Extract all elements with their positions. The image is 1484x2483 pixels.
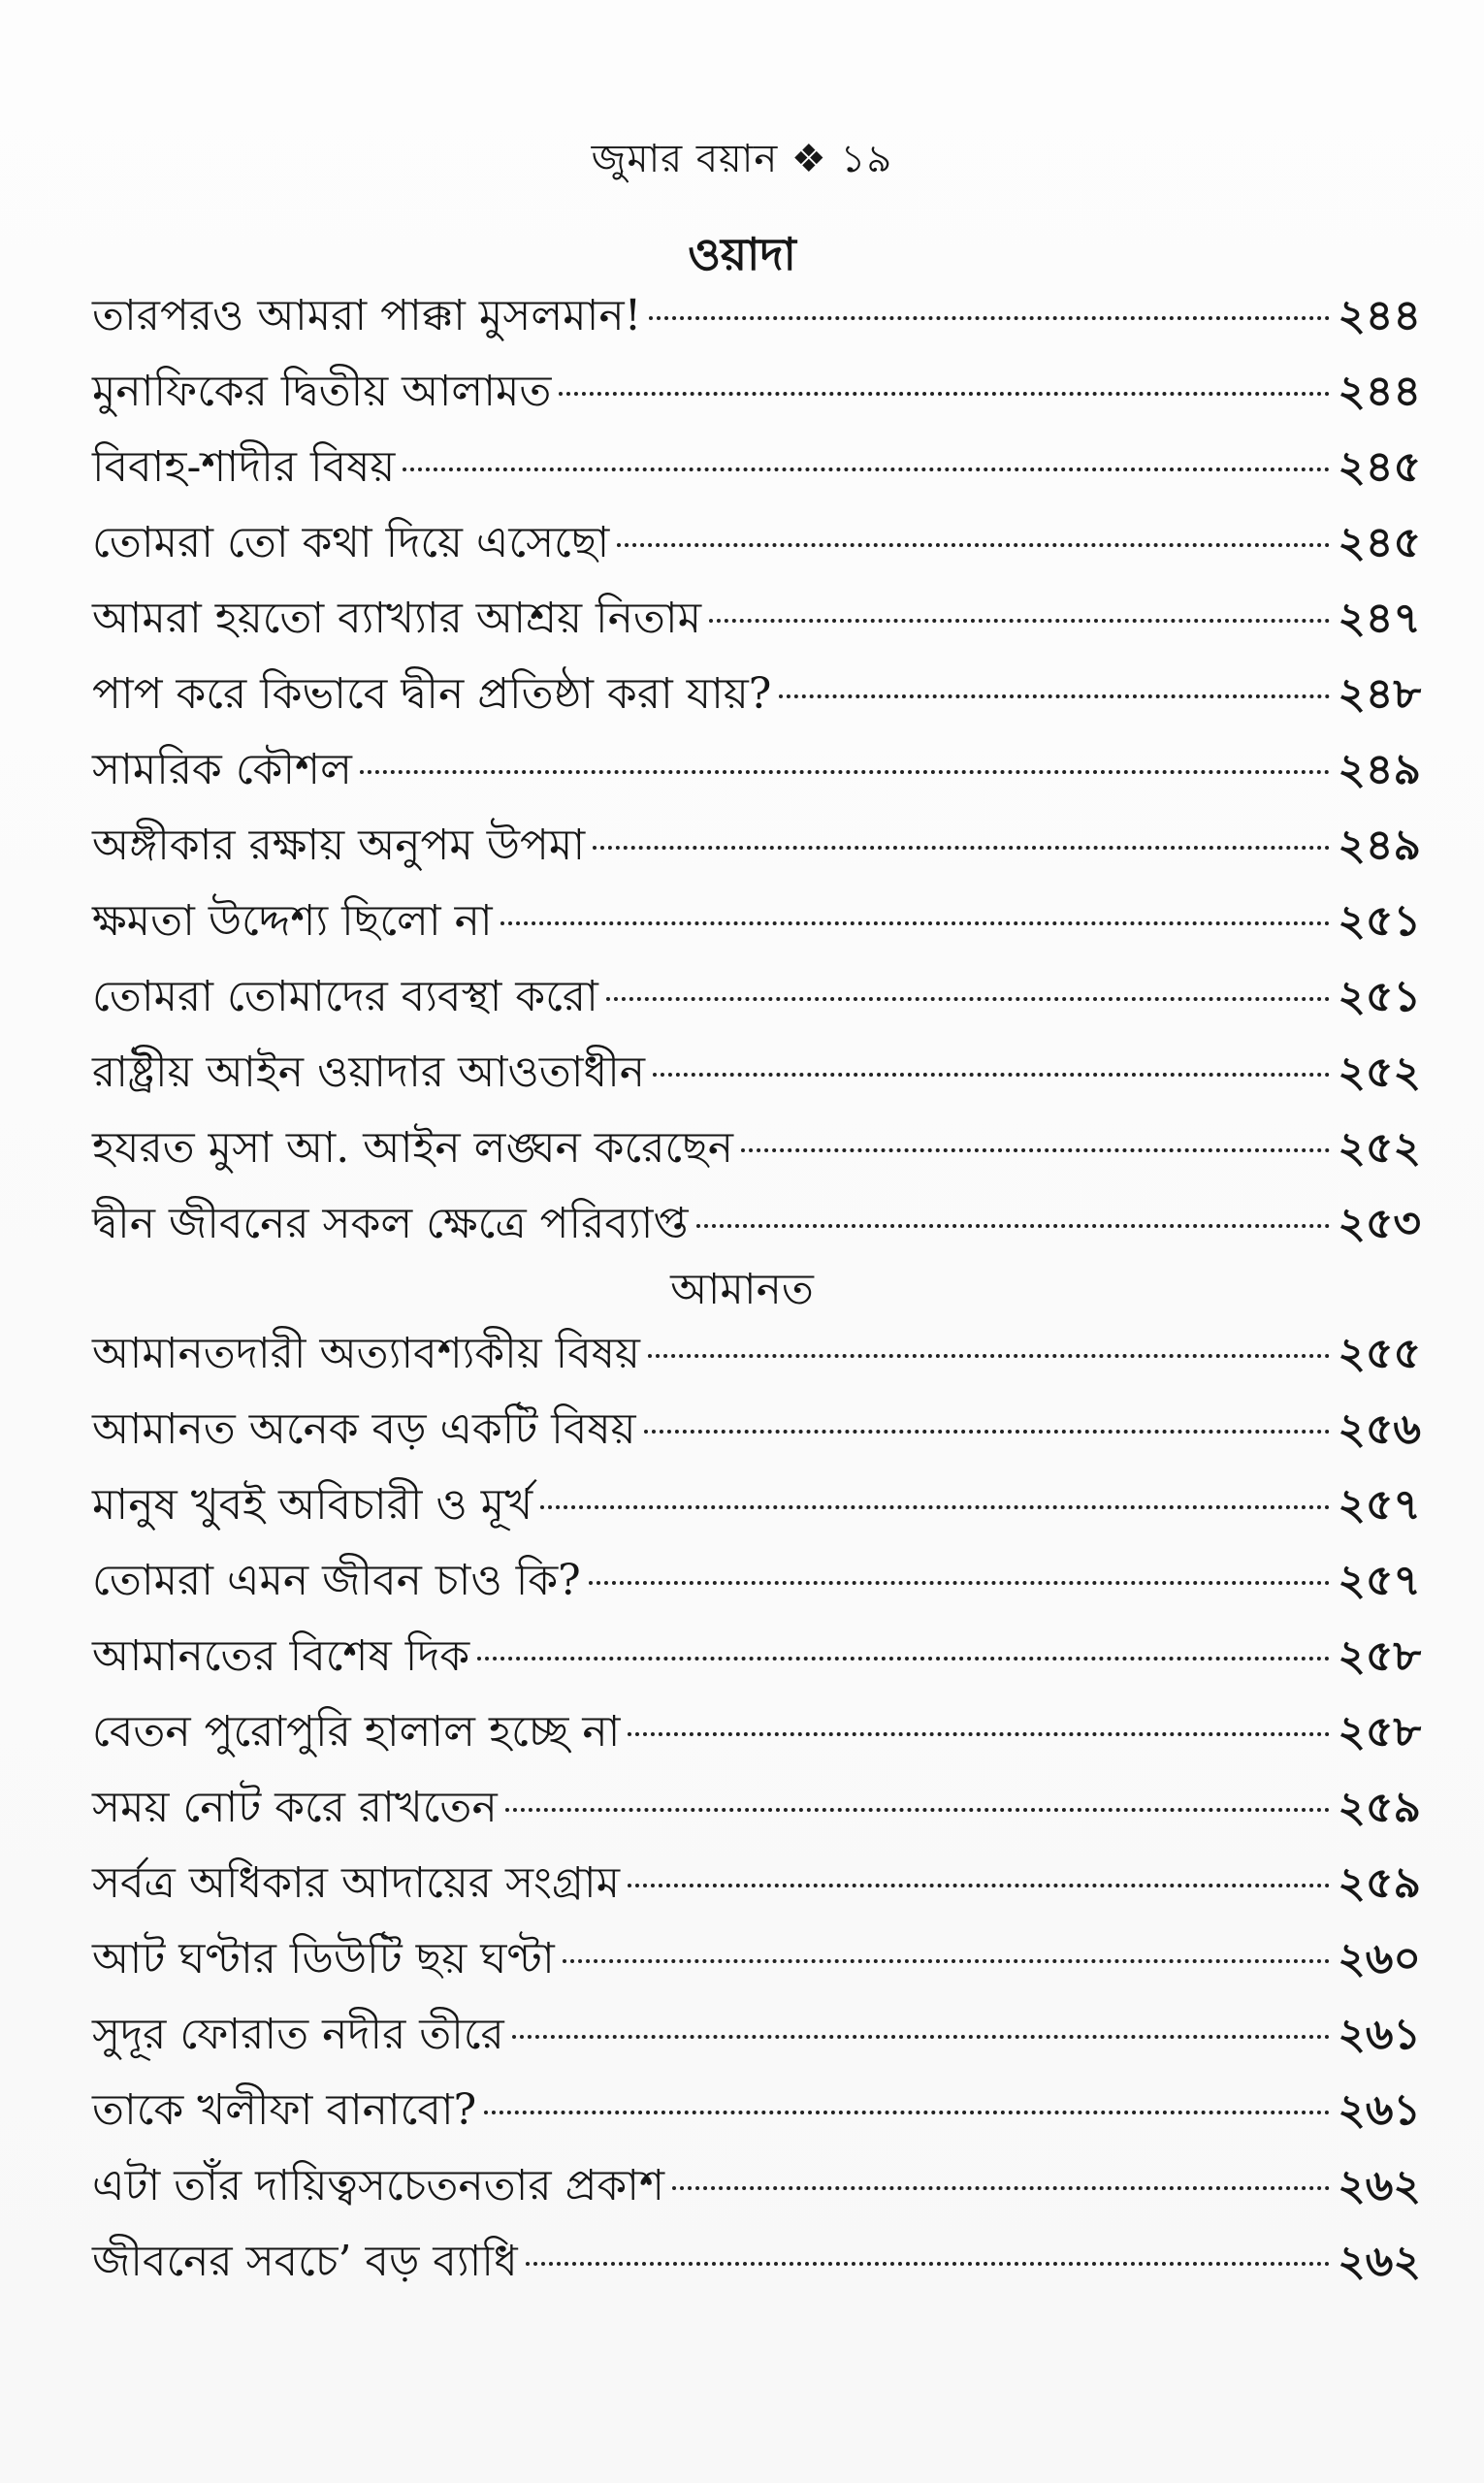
dot-leader [644, 1430, 1331, 1434]
entry-title: আমানতের বিশেষ দিক [92, 1631, 470, 1681]
dot-leader [559, 392, 1330, 396]
dot-leader [403, 468, 1330, 471]
entry-page-number: ২৫২ [1338, 1048, 1421, 1097]
dot-leader [589, 1581, 1331, 1585]
dot-leader [484, 2111, 1330, 2114]
entry-title: আমরা হয়তো ব্যাখ্যার আশ্রয় নিতাম [92, 594, 702, 643]
entry-title: বিবাহ-শাদীর বিষয় [92, 442, 396, 492]
toc-entry[interactable] [92, 1115, 1421, 1191]
running-head: জুমার বয়ান ❖ ১৯ [591, 137, 893, 181]
entry-page-number: ২৪৭ [1338, 594, 1421, 643]
toc-entry[interactable] [92, 1548, 1421, 1624]
section-heading-wada: ওয়াদা [688, 228, 796, 280]
entry-page-number: ২৪৪ [1338, 291, 1421, 340]
entry-title: সর্বত্র অধিকার আদায়ের সংগ্রাম [92, 1858, 621, 1908]
dot-leader [526, 2262, 1331, 2266]
dot-leader [512, 2035, 1330, 2039]
entry-page-number: ২৪৫ [1338, 442, 1421, 492]
dot-leader [741, 1148, 1330, 1152]
entry-page-number: ২৪৮ [1338, 669, 1421, 719]
entry-title: দ্বীন জীবনের সকল ক্ষেত্রে পরিব্যাপ্ত [92, 1199, 689, 1248]
entry-page-number: ২৪৯ [1338, 745, 1421, 794]
entry-page-number: ২৫৭ [1338, 1480, 1421, 1530]
toc-entry[interactable] [92, 888, 1421, 964]
toc-entry[interactable] [92, 2153, 1421, 2229]
dot-leader [628, 1732, 1330, 1736]
toc-entry[interactable] [92, 737, 1421, 813]
toc-entry[interactable] [92, 2078, 1421, 2153]
entry-title: পাপ করে কিভাবে দ্বীন প্রতিষ্ঠা করা যায়? [92, 669, 772, 719]
dot-leader [672, 2186, 1330, 2190]
entry-page-number: ২৫৫ [1338, 1329, 1421, 1378]
toc-entry[interactable] [92, 2229, 1421, 2305]
toc-entry[interactable] [92, 1775, 1421, 1851]
entry-title: সময় নোট করে রাখতেন [92, 1783, 498, 1832]
entry-title: অঙ্গীকার রক্ষায় অনুপম উপমা [92, 821, 586, 870]
toc-entry[interactable] [92, 1321, 1421, 1397]
entry-title: মুনাফিকের দ্বিতীয় আলামত [92, 367, 552, 416]
entry-page-number: ২৬২ [1338, 2237, 1421, 2286]
dot-leader [360, 770, 1330, 774]
entry-page-number: ২৫৩ [1338, 1199, 1421, 1248]
entry-page-number: ২৫৭ [1338, 1556, 1421, 1605]
entry-page-number: ২৫১ [1338, 972, 1421, 1021]
dot-leader [709, 619, 1330, 623]
toc-entry[interactable] [92, 1851, 1421, 1926]
toc-entry[interactable] [92, 435, 1421, 510]
entry-page-number: ২৬১ [1338, 2085, 1421, 2135]
dot-leader [563, 1959, 1330, 1963]
entry-page-number: ২৪৯ [1338, 821, 1421, 870]
dot-leader [779, 694, 1330, 698]
entry-page-number: ২৬০ [1338, 1934, 1421, 1983]
dot-leader [628, 1884, 1330, 1887]
entry-page-number: ২৫৯ [1338, 1783, 1421, 1832]
entry-title: তোমরা এমন জীবন চাও কি? [92, 1556, 581, 1605]
dot-leader [606, 997, 1330, 1001]
toc-entry[interactable] [92, 1191, 1421, 1267]
toc-entry[interactable] [92, 2002, 1421, 2078]
toc-entry[interactable] [92, 586, 1421, 661]
dot-leader [505, 1808, 1331, 1812]
toc-list-amanat [92, 1321, 1421, 2305]
entry-title: এটা তাঁর দায়িত্বসচেতনতার প্রকাশ [92, 2161, 664, 2210]
entry-page-number: ২৫৬ [1338, 1404, 1421, 1454]
entry-page-number: ২৪৫ [1338, 518, 1421, 567]
dot-leader [696, 1224, 1331, 1228]
dot-leader [649, 316, 1330, 320]
entry-page-number: ২৫২ [1338, 1123, 1421, 1173]
entry-title: তাকে খলীফা বানাবো? [92, 2085, 477, 2135]
entry-title: তারপরও আমরা পাক্কা মুসলমান! [92, 291, 642, 340]
entry-title: তোমরা তোমাদের ব্যবস্থা করো [92, 972, 598, 1021]
entry-title: আট ঘণ্টার ডিউটি ছয় ঘণ্টা [92, 1934, 555, 1983]
entry-page-number: ২৬১ [1338, 2010, 1421, 2059]
entry-title: আমানতদারী অত্যাবশ্যকীয় বিষয় [92, 1329, 640, 1378]
dot-leader [500, 921, 1331, 925]
toc-list-wada [92, 283, 1421, 1267]
entry-title: ক্ষমতা উদ্দেশ্য ছিলো না [92, 896, 493, 946]
dot-leader [593, 846, 1330, 850]
toc-entry[interactable] [92, 1397, 1421, 1472]
entry-title: বেতন পুরোপুরি হালাল হচ্ছে না [92, 1707, 621, 1757]
dot-leader [653, 1073, 1330, 1077]
toc-entry[interactable] [92, 510, 1421, 586]
entry-title: মানুষ খুবই অবিচারী ও মূর্খ [92, 1480, 533, 1530]
entry-title: জীবনের সবচে’ বড় ব্যাধি [92, 2237, 518, 2286]
entry-page-number: ২৫১ [1338, 896, 1421, 946]
dot-leader [540, 1505, 1330, 1509]
toc-entry[interactable] [92, 813, 1421, 888]
entry-page-number: ২৪৪ [1338, 367, 1421, 416]
toc-entry[interactable] [92, 1926, 1421, 2002]
toc-entry[interactable] [92, 1699, 1421, 1775]
dot-leader [648, 1354, 1330, 1358]
entry-title: সামরিক কৌশল [92, 745, 352, 794]
toc-entry[interactable] [92, 283, 1421, 359]
section-heading-amanat: আমানত [670, 1265, 814, 1314]
entry-page-number: ২৫৮ [1338, 1631, 1421, 1681]
entry-title: হযরত মুসা আ. আইন লঙ্ঘন করেছেন [92, 1123, 734, 1173]
toc-entry[interactable] [92, 1624, 1421, 1699]
entry-page-number: ২৫৮ [1338, 1707, 1421, 1757]
entry-title: রাষ্ট্রীয় আইন ওয়াদার আওতাধীন [92, 1048, 646, 1097]
entry-page-number: ২৬২ [1338, 2161, 1421, 2210]
entry-title: সুদূর ফোরাত নদীর তীরে [92, 2010, 504, 2059]
dot-leader [617, 543, 1330, 547]
toc-entry[interactable] [92, 1040, 1421, 1115]
toc-entry[interactable] [92, 359, 1421, 435]
entry-title: তোমরা তো কথা দিয়ে এসেছো [92, 518, 610, 567]
entry-page-number: ২৫৯ [1338, 1858, 1421, 1908]
toc-entry[interactable] [92, 1472, 1421, 1548]
toc-entry[interactable] [92, 964, 1421, 1040]
dot-leader [477, 1657, 1330, 1661]
toc-entry[interactable] [92, 661, 1421, 737]
entry-title: আমানত অনেক বড় একটি বিষয় [92, 1404, 636, 1454]
